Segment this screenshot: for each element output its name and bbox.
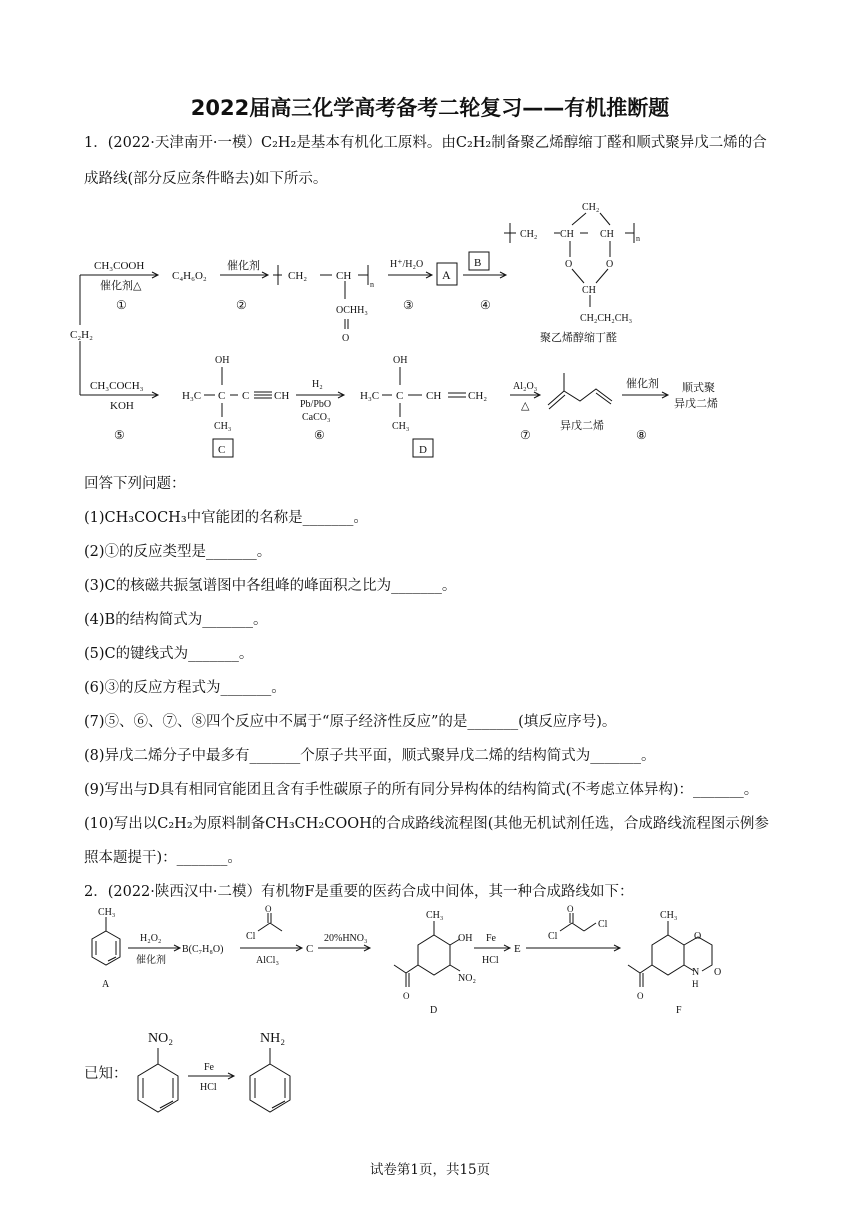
cond1a: H₂O₂ <box>140 933 162 944</box>
c-h3c: H₃C <box>182 390 202 402</box>
f-o3: O <box>637 991 644 1001</box>
pva-ester: OCHH₃ <box>336 305 368 316</box>
e: E <box>514 943 521 955</box>
cond6b: Pb/PbO <box>300 399 332 410</box>
cond2: AlCl₃ <box>256 955 279 966</box>
d-ch: CH <box>426 390 442 402</box>
pva-ch2: CH₂ <box>288 270 308 282</box>
d-o: O <box>403 991 410 1001</box>
page-footer: 试卷第1页，共15页 <box>369 1162 491 1178</box>
product1: C₄H₆O₂ <box>172 270 207 282</box>
c-c: C <box>218 390 226 402</box>
step3: ③ <box>403 298 414 312</box>
pvb-ch2-top: CH₂ <box>582 202 600 213</box>
pvb-ch2: CH₂ <box>520 229 538 240</box>
no2: NO₂ <box>148 1031 174 1046</box>
q1-question: (7)⑤、⑥、⑦、⑧四个反应中不属于“原子经济性反应”的是_______(填反应序号)。 <box>84 714 617 730</box>
d-ch3: CH₃ <box>392 421 410 432</box>
known-label: 已知： <box>84 1066 128 1082</box>
cond7: Al₂O₃ <box>513 381 538 392</box>
q2-intro: 2．(2022·陕西汉中·二模）有机物F是重要的医药合成中间体，其一种合成路线如下： <box>84 884 634 900</box>
q1-question: (8)异戊二烯分子中最多有_______个原子共平面，顺式聚异戊二烯的结构简式为_______。 <box>84 748 656 764</box>
d-c: C <box>396 390 404 402</box>
q1-question: (2)①的反应类型是_______。 <box>84 544 272 560</box>
known-cond-a: Fe <box>204 1062 214 1073</box>
nh2: NH₂ <box>260 1031 286 1046</box>
cond3: 20%HNO₃ <box>324 933 368 944</box>
pva-o: O <box>342 333 350 344</box>
start: C₂H₂ <box>70 329 93 341</box>
acyl-o: O <box>265 905 272 914</box>
q1-question: 照本题提干)：_______。 <box>84 850 242 866</box>
q1-question: (4)B的结构简式为_______。 <box>84 612 268 628</box>
product8a: 顺式聚 <box>682 381 715 394</box>
b: B(C₇H₈O) <box>182 944 224 955</box>
box-b: B <box>474 257 482 269</box>
pvb-n: n <box>636 234 640 243</box>
q1-intro-line2: 成路线(部分反应条件略去)如下所示。 <box>84 171 328 187</box>
answer-intro: 回答下列问题： <box>84 476 186 492</box>
q1-intro-line1: 1．(2022·天津南开·一模）C₂H₂是基本有机化工原料。由C₂H₂制备聚乙烯醇缩丁醛和顺式聚异戊二烯的合 <box>84 135 767 151</box>
known-reaction <box>124 1018 324 1148</box>
pvb-ch: CH <box>582 285 596 296</box>
q1-question: (5)C的键线式为_______。 <box>84 646 254 662</box>
c-ch3: CH₃ <box>214 421 232 432</box>
reagent5: CH₃COCH₃ <box>90 380 144 392</box>
cond4b: HCl <box>482 955 499 966</box>
d-ch3: CH₃ <box>426 910 444 921</box>
reagent1: CH₃COOH <box>94 260 145 272</box>
f-h: H <box>692 979 699 989</box>
known-cond-b: HCl <box>200 1082 217 1093</box>
cond1b: 催化剂 <box>136 955 166 966</box>
step1: ① <box>116 298 127 312</box>
step6: ⑥ <box>314 428 325 442</box>
box-a: A <box>442 268 451 282</box>
acyl-cl: Cl <box>246 931 256 942</box>
cond7b: △ <box>521 400 530 412</box>
cond6c: CaCO₃ <box>302 412 331 423</box>
c: C <box>306 943 314 955</box>
cond8: 催化剂 <box>626 377 659 390</box>
cond1: 催化剂△ <box>100 279 142 292</box>
q2-synthesis-scheme <box>80 905 780 1015</box>
a-ch3: CH₃ <box>98 907 116 918</box>
pva-ch: CH <box>336 270 352 282</box>
f-ch3: CH₃ <box>660 910 678 921</box>
cond5: KOH <box>110 400 134 412</box>
label-d: D <box>430 1005 438 1015</box>
q1-question: (6)③的反应方程式为_______。 <box>84 680 286 696</box>
q1-question: (10)写出以C₂H₂为原料制备CH₃CH₂COOH的合成路线流程图(其他无机试剂任选，合成路线流程图示例参 <box>84 816 769 832</box>
label-a: A <box>102 979 110 990</box>
d-h3c: H₃C <box>360 390 380 402</box>
q1-question: (9)写出与D具有相同官能团且含有手性碳原子的所有同分异构体的结构简式(不考虑立体异构)：_______。 <box>84 782 759 798</box>
cond2: 催化剂 <box>227 259 260 272</box>
q1-question: (3)C的核磁共振氢谱图中各组峰的峰面积之比为_______。 <box>84 578 457 594</box>
cac-cl1: Cl <box>548 931 558 942</box>
f-o: O <box>694 931 702 942</box>
cac-cl2: Cl <box>598 919 608 930</box>
polymer-name: 聚乙烯醇缩丁醛 <box>540 331 617 344</box>
box-c: C <box>218 444 226 456</box>
step5: ⑤ <box>114 428 125 442</box>
d-no2: NO₂ <box>458 973 476 984</box>
f-o2: O <box>714 967 722 978</box>
d-oh: OH <box>393 355 408 366</box>
q1-question: (1)CH₃COCH₃中官能团的名称是_______。 <box>84 510 368 526</box>
box-d: D <box>419 444 427 456</box>
cond3: H⁺/H₂O <box>390 259 424 270</box>
step7: ⑦ <box>520 428 531 442</box>
isoprene-label: 异戊二烯 <box>560 419 604 432</box>
cond6a: H₂ <box>312 379 323 390</box>
pva-n: n <box>370 280 374 289</box>
d-ch2: CH₂ <box>468 390 488 402</box>
q1-synthesis-scheme <box>70 195 790 465</box>
label-f: F <box>676 1005 682 1015</box>
page-title: 2022届高三化学高考备考二轮复习——有机推断题 <box>190 96 670 120</box>
f-n: N <box>692 967 700 978</box>
pvb-o-right: O <box>606 259 614 270</box>
step4: ④ <box>480 298 491 312</box>
c-c2: C <box>242 390 250 402</box>
d-oh: OH <box>458 933 473 944</box>
product8b: 异戊二烯 <box>674 397 718 410</box>
pvb-o-left: O <box>565 259 573 270</box>
step2: ② <box>236 298 247 312</box>
cond4a: Fe <box>486 933 496 944</box>
c-oh: OH <box>215 355 230 366</box>
pvb-chain: CH₂CH₂CH₃ <box>580 313 633 324</box>
pvb-ch-right: CH <box>600 229 614 240</box>
cac-o: O <box>567 905 574 914</box>
step8: ⑧ <box>636 428 647 442</box>
pvb-ch-left: CH <box>560 229 574 240</box>
c-ch: CH <box>274 390 290 402</box>
